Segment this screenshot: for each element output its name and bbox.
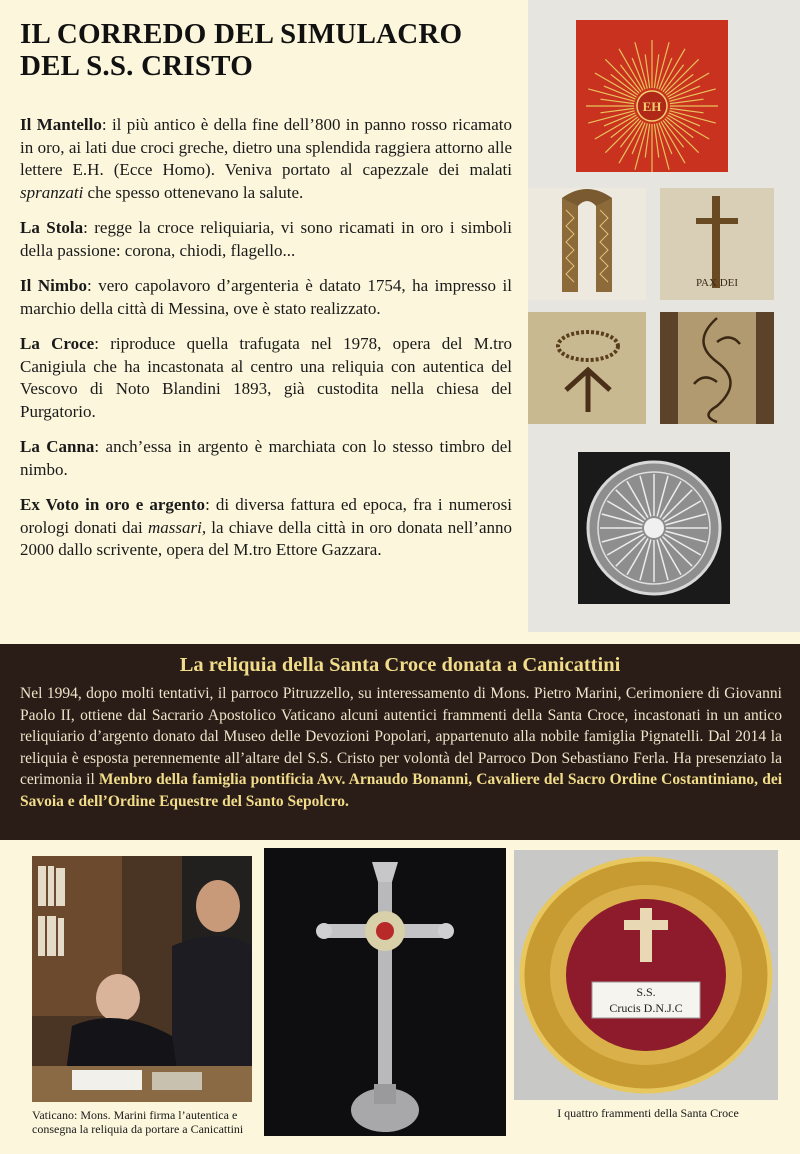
item-nimbo bbox=[20, 275, 512, 320]
stole-photo-3 bbox=[528, 312, 646, 424]
nimbo-photo bbox=[578, 452, 730, 604]
item-mantello bbox=[20, 114, 512, 204]
item-text: : anch’essa in argento è marchiata con lo stesso timbro del nimbo. bbox=[20, 437, 513, 479]
title-line-1: IL CORREDO DEL SIMULACRO bbox=[20, 18, 463, 50]
item-emphasis: massari bbox=[147, 517, 202, 537]
vatican-signing-photo bbox=[32, 856, 252, 1102]
caption-left-line-2: consegna la reliquia da portare a Canicattini bbox=[32, 1122, 244, 1136]
title-line-2: DEL S.S. CRISTO bbox=[20, 50, 253, 82]
cross-reliquary-photo bbox=[264, 848, 506, 1136]
item-text-after: che spesso ottenevano la salute. bbox=[83, 182, 304, 202]
mantle-photo bbox=[576, 20, 728, 172]
item-text: : regge la croce reliquiaria, vi sono ricamati in oro i simboli della passione: corona, chiodi, flagello... bbox=[20, 218, 512, 260]
caption-left-line-1: Vaticano: Mons. Marini firma l’autentica e bbox=[32, 1108, 238, 1122]
reliquary-label-2: Crucis D.N.J.C bbox=[609, 1001, 683, 1015]
caption-left bbox=[32, 1108, 272, 1136]
item-text: : riproduce quella trafugata nel 1978, opera del M.tro Canigiula che ha incastonata al centro una reliquia con autentica del Vescovo di Noto Blandini 1893, già custodita nella chiesa del Purgatorio. bbox=[20, 334, 512, 421]
reliquary-label-1: S.S. bbox=[636, 985, 656, 999]
item-croce bbox=[20, 333, 512, 423]
band-highlight: Menbro della famiglia pontificia Avv. Arnaudo Bonanni, Cavaliere del Sacro Ordine Costantiniano, dei Savoia e dell’Ordine Equestre del Santo Sepolcro. bbox=[20, 771, 783, 810]
band-title: La reliquia della Santa Croce donata a Canicattini bbox=[179, 654, 621, 676]
item-text: : il più antico è della fine dell’800 in panno rosso ricamato in oro, ai lati due croci greche, dietro una splendida raggiera attorno alle lettere E.H. (Ecce Homo). Veniva portato al capezzale dei malati bbox=[20, 115, 512, 179]
stole-photo-4 bbox=[660, 312, 774, 424]
item-ex-voto bbox=[20, 494, 512, 562]
item-label: Ex Voto in oro e argento bbox=[20, 495, 206, 514]
item-canna bbox=[20, 436, 512, 481]
item-text-after: , la chiave della città in oro donata nell’anno 2000 dallo scrivente, opera del M.tro Ettore Gazzara. bbox=[20, 517, 512, 559]
item-label: La Stola bbox=[20, 218, 84, 237]
stole-cross-text: PAX DEI bbox=[695, 277, 739, 289]
mantle-letters: EH bbox=[642, 99, 662, 114]
mantle-image bbox=[576, 20, 728, 172]
item-list bbox=[20, 114, 512, 575]
item-stola bbox=[20, 217, 512, 262]
band-text bbox=[20, 683, 782, 812]
item-text: : vero capolavoro d’argenteria è datato 1754, ha impresso il marchio della città di Messina, ove è stato realizzato. bbox=[20, 276, 512, 318]
item-emphasis: spranzati bbox=[20, 182, 84, 202]
band-paragraph: Nel 1994, dopo molti tentativi, il parroco Pitruzzello, su interessamento di Mons. Pietro Marini, Cerimoniere di Giovanni Paolo II, ottiene dal Sacrario Apostolico Vaticano alcuni autentici frammenti della Santa Croce, incastonati in un antico reliquiario d’argento donato dal Museo delle Devozioni Popolari, appartenuto alla nobile famiglia Pignatelli. Dal 2014 la reliquia è esposta perennemente all’altare del S.S. Cristo per volontà del Parroco Don Sebastiano Ferla. Ha presenziato la cerimonia il bbox=[20, 685, 782, 788]
relic-band bbox=[0, 644, 800, 840]
stole-photo-2 bbox=[660, 188, 774, 300]
item-label: Il Mantello bbox=[20, 115, 102, 134]
item-label: La Croce bbox=[20, 334, 95, 353]
page-title bbox=[20, 18, 520, 82]
stole-photo-1 bbox=[528, 188, 646, 300]
item-text: : di diversa fattura ed epoca, fra i numerosi orologi donati dai bbox=[20, 495, 513, 537]
item-label: La Canna bbox=[20, 437, 95, 456]
item-label: Il Nimbo bbox=[20, 276, 87, 295]
bottom-section bbox=[0, 840, 800, 1154]
caption-right: I quattro frammenti della Santa Croce bbox=[557, 1106, 739, 1120]
relic-fragments-photo bbox=[514, 850, 778, 1100]
